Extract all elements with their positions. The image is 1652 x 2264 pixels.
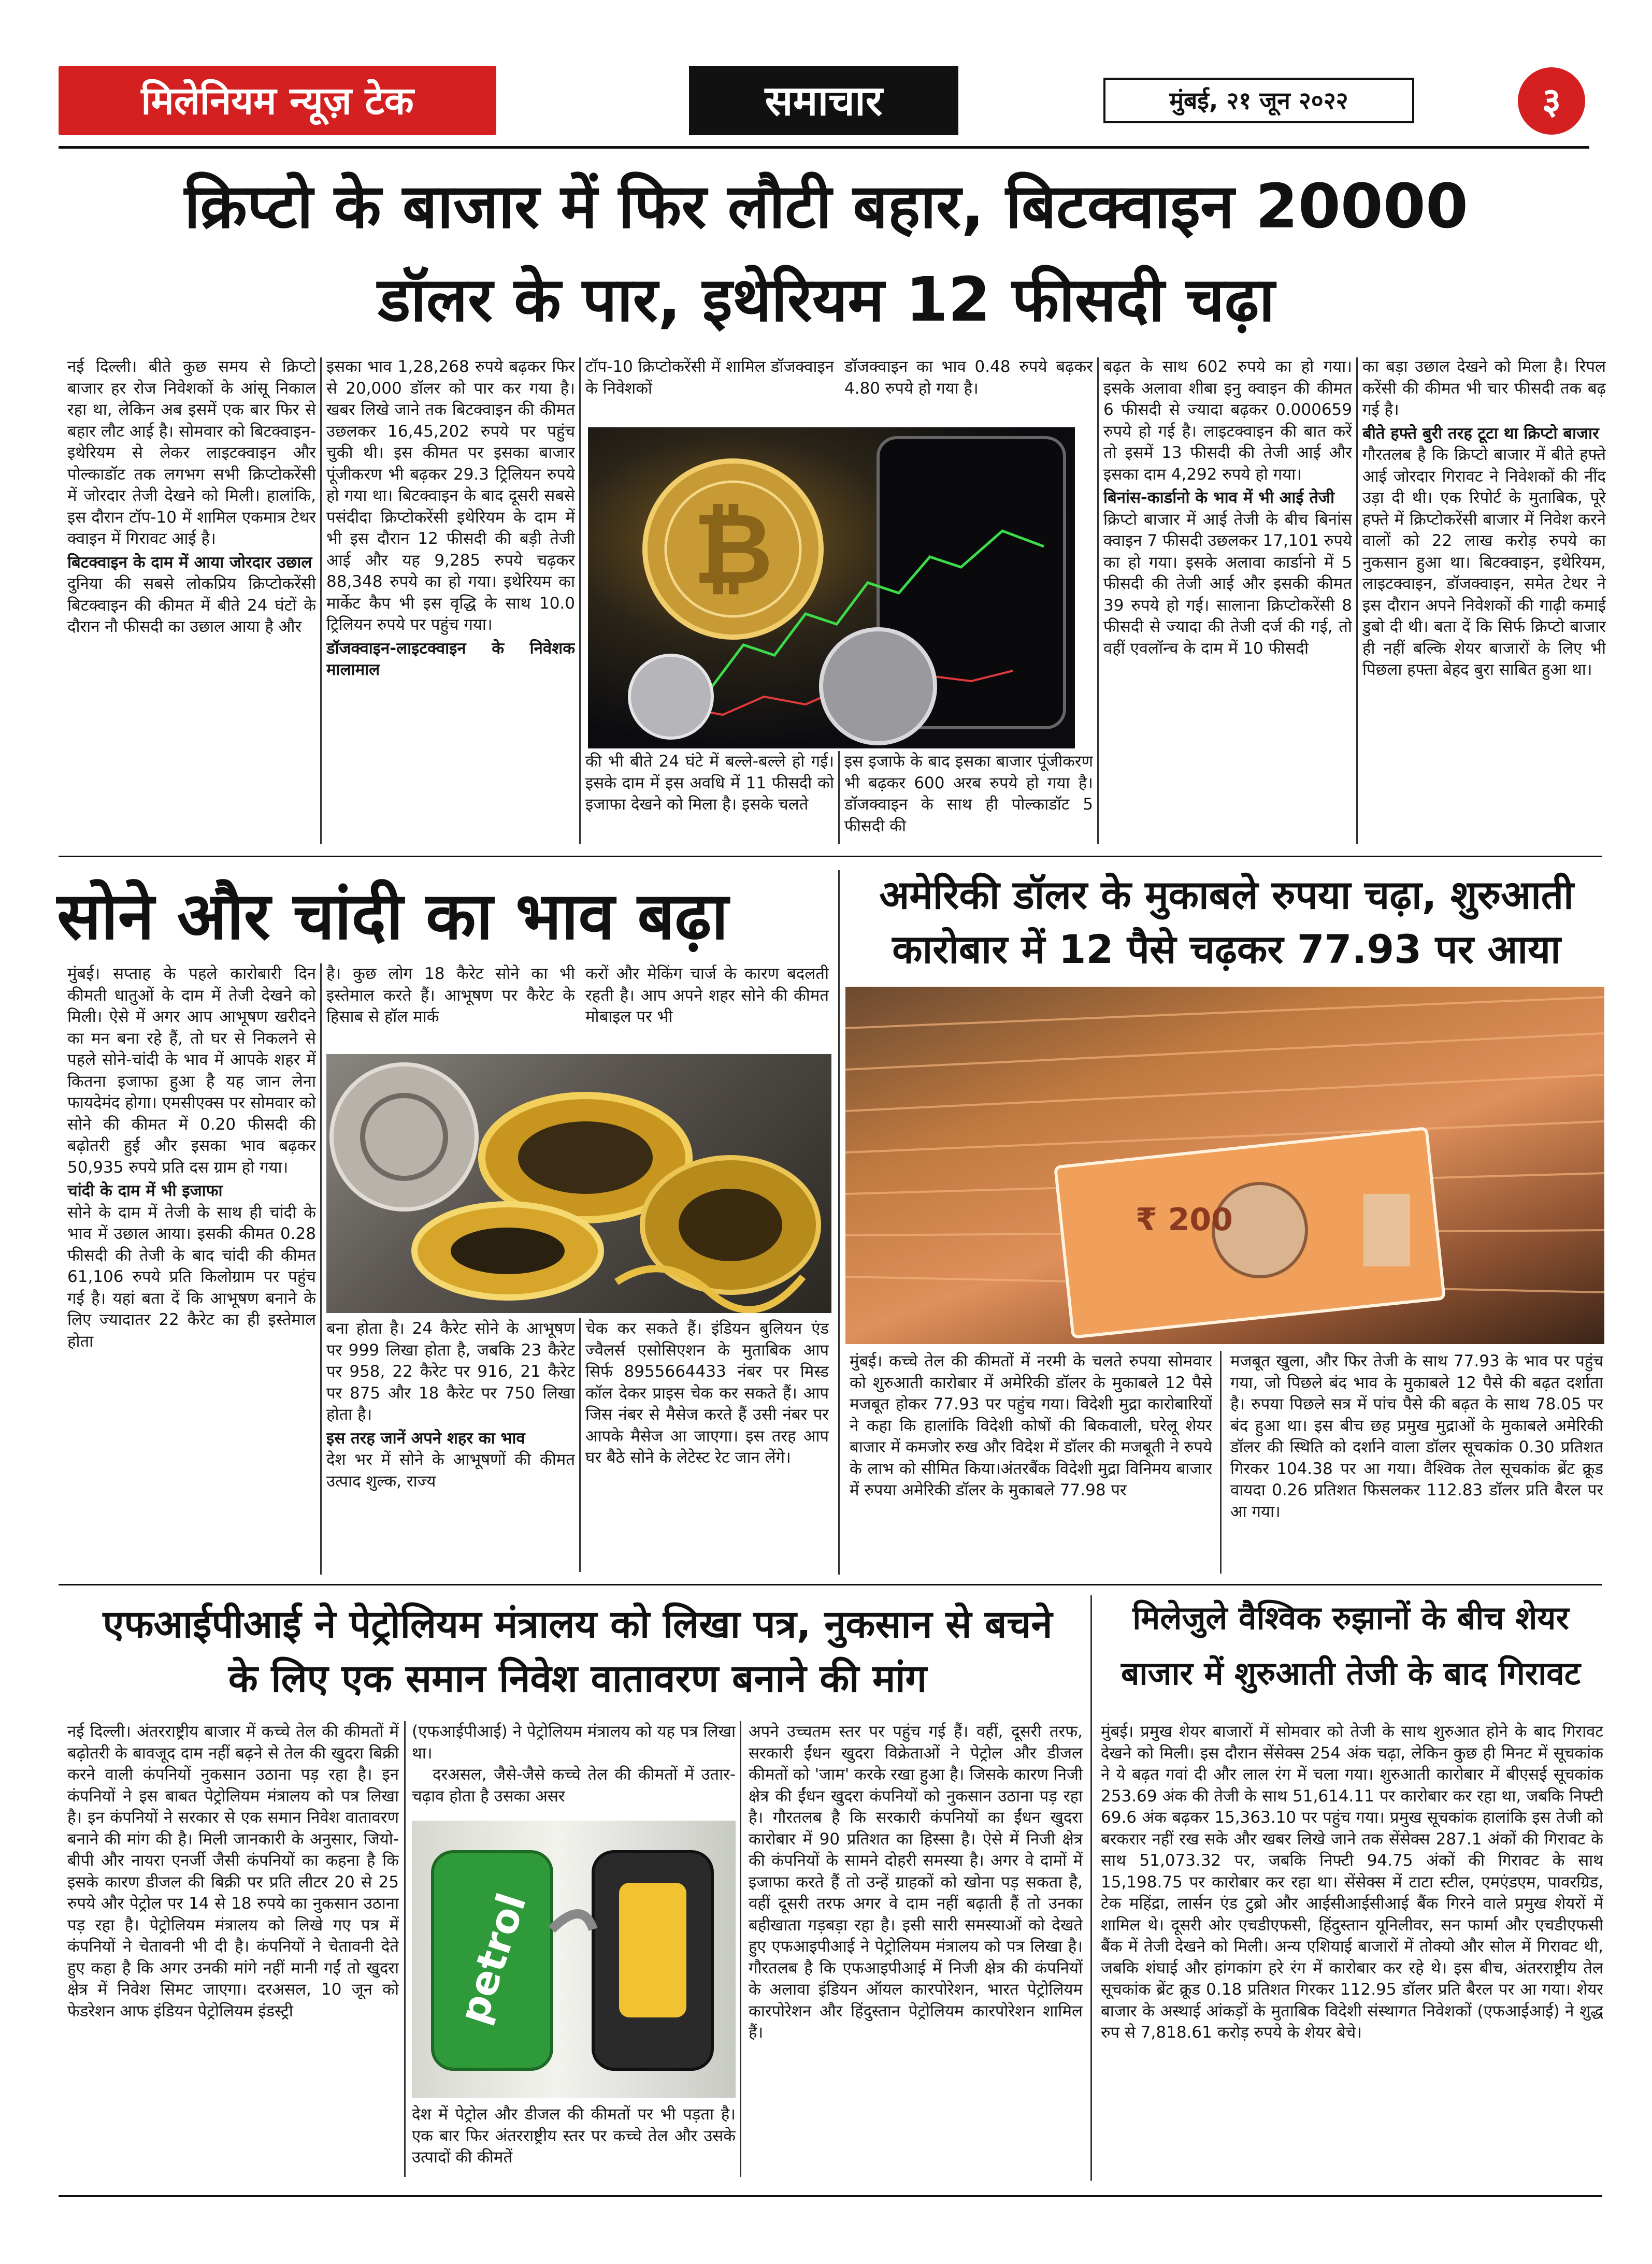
crypto-col5-subhead: बिनांस-कार्डानो के भाव में भी आई तेजी (1103, 488, 1335, 507)
column-divider (838, 751, 840, 844)
fipi-col2-para2: दरअसल, जैसे-जैसे कच्चे तेल की कीमतों में उतार-चढ़ाव होता है उसका असर (412, 1765, 736, 1806)
fipi-headline-line2: के लिए एक समान निवेश वातावरण बनाने की मांग (228, 1656, 927, 1701)
crypto-headline-line1: क्रिप्टो के बाजार में फिर लौटी बहार, बिटक्वाइन 20000 (184, 170, 1469, 242)
section-rule (59, 1584, 1602, 1585)
crypto-illustration (588, 427, 1075, 748)
footer-rule (59, 2195, 1602, 2197)
fipi-column-2 (412, 1721, 736, 1814)
crypto-col1-para1: नई दिल्ली। बीते कुछ समय से क्रिप्टो बाजार हर रोज निवेशकों के आंसू निकाल रहा था, लेकिन अब इसमें एक बार फिर से बहार लौट आई है। सोमवार को बिटक्वाइन-इथेरियम से लेकर लाइटक्वाइन और पोल्काडॉट तक लगभग सभी क्रिप्टोकरेंसी में जोरदार तेजी देखने को मिली। हालांकि, इस दौरान टॉप-10 में शामिल एकमात्र टेथर क्वाइन में गिरावट आई है। (67, 357, 316, 548)
petrol-pump-photo (412, 1821, 736, 2098)
gold-column-3-bottom: चेक कर सकते हैं। इंडियन बुलियन एंड ज्वैलर्स एसोसिएशन के मुताबिक आप सिर्फ 8955664433 नंबर पर मिस्ड कॉल देकर प्राइस चेक कर सकते हैं। आप जिस नंबर से मैसेज करते हैं उसी नंबर पर आपके मैसेज आ जाएगा। इस तरह आप घर बैठे सोने के लेटेस्ट रेट जान लेंगे। (585, 1319, 829, 1467)
column-divider (838, 870, 840, 1575)
dateline-text: मुंबई, २१ जून २०२२ (1169, 86, 1348, 114)
crypto-column-3-top: टॉप-10 क्रिप्टोकरेंसी में शामिल डॉजक्वाइन के निवेशकों (585, 357, 834, 398)
pump-label: petrol (450, 1887, 535, 2029)
gold-col1-para1: मुंबई। सप्ताह के पहले कारोबारी दिन कीमती धातुओं के दाम में तेजी देखने को मिली। ऐसे में अगर आप आभूषण खरीदने का मन बना रहे हैं, तो घर से निकलने से पहले सोने-चांदी के भाव में आपके शहर में कितना इजाफा हुआ है यह जान लेना फायदेमंद होगा। एमसीएक्स पर सोमवार को सोने की कीमत में 0.20 फीसदी की बढ़ोतरी हुई और इसका भाव बढ़कर 50,935 रुपये प्रति दस ग्राम हो गया। (67, 964, 316, 1177)
gold-headline: सोने और चांदी का भाव बढ़ा (57, 878, 728, 954)
column-divider (320, 357, 322, 844)
crypto-col5-para2: क्रिप्टो बाजार में आई तेजी के बीच बिनांस क्वाइन 7 फीसदी उछलकर 17,101 रुपये का हो गया। इसके अलावा कार्डानो में 5 फीसदी की तेजी आई और इसकी कीमत 39 रुपये हो गई। सालाना क्रिप्टोकरेंसी 8 फीसदी से ज्यादा की तेजी दर्ज की गई, तो वहीं एवलॉन्च के दाम में 10 फीसदी (1103, 510, 1352, 658)
gold-column-3-top: करों और मेकिंग चार्ज के कारण बदलती रहती है। आप अपने शहर सोने की कीमत मोबाइल पर भी (585, 964, 829, 1026)
column-divider (740, 1721, 741, 2177)
section-rule (59, 856, 1602, 857)
column-divider (579, 1318, 581, 1572)
rupee-column-2: मजबूत खुला, और फिर तेजी के साथ 77.93 के भाव पर पहुंच गया, जो पिछले बंद भाव के मुकाबले 12 पैसे की बढ़त दर्शाता है। रुपया पिछले सत्र में पांच पैसे की बढ़त के साथ 78.05 पर बंद हुआ था। इस बीच छह प्रमुख मुद्राओं के मुकाबले अमेरिकी डॉलर की स्थिति को दर्शाने वाला डॉलर सूचकांक 0.30 प्रतिशत गिरकर 104.38 पर आ गया। वैश्विक तेल सूचकांक ब्रेंट क्रूड वायदा 0.26 प्रतिशत फिसलकर 112.83 डॉलर प्रति बैरल पर आ गया। (1230, 1352, 1603, 1521)
gold-column-2-bottom (326, 1318, 575, 1577)
fipi-column-3: अपने उच्चतम स्तर पर पहुंच गई हैं। वहीं, दूसरी तरफ, सरकारी ईंधन खुदरा विक्रेताओं ने पेट्रोल और डीजल कीमतों को 'जाम' करके रखा हुआ है। जिसके कारण निजी क्षेत्र की ईंधन खुदरा कंपनियों को नुकसान उठाना पड़ रहा है। गौरतलब है कि सरकारी कंपनियों का ईंधन खुदरा कारोबार में 90 प्रतिशत का हिस्सा है। ऐसे में निजी क्षेत्र की कंपनियों के सामने दोहरी समस्या है। अगर वे दामों में इजाफा करते हैं तो उन्हें ग्राहकों को खोना पड़ सकता है, वहीं दूसरी तरफ अगर वे दाम नहीं बढ़ाती हैं तो उनका बहीखाता गड़बड़ा रहा है। इसी सारी समस्याओं को देखते हुए एफआइपीआई ने पेट्रोलियम मंत्रालय को पत्र लिखा है। गौरतलब है कि एफआइपीआई में निजी क्षेत्र की कंपनियों के अलावा इंडियन ऑयल कारपोरेशन, भारत पेट्रोलियम कारपोरेशन और हिंदुस्तान पेट्रोलियम कारपोरेशन शामिल हैं। (749, 1722, 1083, 2042)
crypto-headline-line2: डॉलर के पार, इथेरियम 12 फीसदी चढ़ा (378, 264, 1275, 335)
crypto-column-2 (326, 356, 575, 848)
gold-column-1 (67, 963, 316, 1580)
fipi-column-2-bottom: देश में पेट्रोल और डीजल की कीमतों पर भी पड़ता है। एक बार फिर अंतरराष्ट्रीय स्तर पर कच्चे तेल और उसके उत्पादों की कीमतें (412, 2105, 736, 2167)
rupee-headline-line1: अमेरिकी डॉलर के मुकाबले रुपया चढ़ा, शुरुआती (879, 872, 1574, 918)
crypto-col1-para2: दुनिया की सबसे लोकप्रिय क्रिप्टोकरेंसी बिटक्वाइन की कीमत में बीते 24 घंटों के दौरान नौ फीसदी का उछाल आया है और (67, 574, 316, 636)
gold-column-2-top: है। कुछ लोग 18 कैरेट सोने का भी इस्तेमाल करते हैं। आभूषण पर कैरेट के हिसाब से हॉल मार्क (326, 964, 575, 1026)
crypto-column-1 (67, 356, 316, 848)
market-column: मुंबई। प्रमुख शेयर बाजारों में सोमवार को तेजी के साथ शुरुआत होने के बाद गिरावट देखने को मिली। इस दौरान सेंसेक्स 254 अंक चढ़ा, लेकिन कुछ ही मिनट में सूचकांक ने ये बढ़त गवां दी और लाल रंग में चला गया। शुरुआती कारोबार में बीएसई सूचकांक 253.69 अंक की तेजी के साथ 51,614.11 पर कारोबार कर रहा था, जबकि निफ्टी 69.6 अंक बढ़कर 15,363.10 पर पहुंच गया। प्रमुख सूचकांक हालांकि इस तेजी को बरकरार नहीं रख सके और खबर लिखे जाने तक सेंसेक्स 287.1 अंकों की गिरावट के साथ 51,073.32 पर, जबकि निफ्टी 94.75 अंकों की गिरावट के साथ 15,198.75 पर कारोबार कर रहा था। सेंसेक्स में टाटा स्टील, एमएंडएम, पावरग्रिड, टेक महिंद्रा, लार्सन एंड टुब्रो और आईसीआईसीआई बैंक गिरने वाले प्रमुख शेयरों में शामिल थे। दूसरी ओर एचडीएफसी, हिंदुस्तान यूनिलीवर, सन फार्मा और एचडीएफसी बैंक में तेजी देखने को मिली। अन्य एशियाई बाजारों में तोक्यो और सोल में गिरावट थी, जबकि शंघाई और हांगकांग हरे रंग में कारोबार कर रहे थे। इस बीच, अंतरराष्ट्रीय तेल सूचकांक ब्रेंट क्रूड 0.18 प्रतिशत गिरकर 112.95 डॉलर प्रति बैरल पर आ गया। शेयर बाजार के अस्थाई आंकड़ों के मुताबिक विदेशी संस्थागत निवेशकों (एफआईआई) ने शुद्ध रुप से 7,818.61 करोड़ रुपये के शेयर बेचे। (1101, 1722, 1603, 2042)
fipi-col2-para1: (एफआईपीआई) ने पेट्रोलियम मंत्रालय को यह पत्र लिखा था। (412, 1722, 736, 1763)
crypto-col6-para1: का बड़ा उछाल देखने को मिला है। रिपल करेंसी की कीमत भी चार फीसदी तक बढ़ गई है। (1362, 357, 1606, 419)
rupee-column-1: मुंबई। कच्चे तेल की कीमतों में नरमी के चलते रुपया सोमवार को शुरुआती कारोबार में अमेरिकी डॉलर के मुकाबले 12 पैसे मजबूत होकर 77.93 पर पहुंच गया। विदेशी मुद्रा कारोबारियों ने कहा कि हालांकि विदेशी कोषों की बिकवाली, घरेलू शेयर बाजार में कमजोर रुख और विदेश में डॉलर की मजबूती ने रुपये के लाभ को सीमित किया।अंतरबैंक विदेशी मुद्रा विनिमय बाजार में रुपया अमेरिकी डॉलर के मुकाबले 77.98 पर (850, 1352, 1212, 1499)
masthead-rule (59, 146, 1589, 149)
currency-illustration (845, 987, 1604, 1344)
crypto-col6-subhead: बीते हफ्ते बुरी तरह टूटा था क्रिप्टो बाजार (1362, 424, 1599, 443)
column-divider (1090, 1595, 1092, 2181)
crypto-col2-para1: इसका भाव 1,28,268 रुपये बढ़कर फिर से 20,000 डॉलर को पार कर गया है। खबर लिखे जाने तक बिटक्वाइन की कीमत उछलकर 16,45,202 रुपये पर पहुंच चुकी थी। इस कीमत पर इसका बाजार पूंजीकरण भी बढ़कर 29.3 ट्रिलियन रुपये हो गया था। बिटक्वाइन के बाद दूसरी सबसे पसंदीदा क्रिप्टोकरेंसी इथेरियम के दाम में भी इस दौरान 12 फीसदी की बड़ी तेजी आई और यह 9,285 रुपये चढ़कर 88,348 रुपये का हो गया। इथेरियम का मार्केट कैप भी इस वृद्धि के साथ 10.0 ट्रिलियन रुपये पर पहुंच गया। (326, 357, 575, 634)
crypto-col6-para2: गौरतलब है कि क्रिप्टो बाजार में बीते हफ्ते आई जोरदार गिरावट ने निवेशकों की नींद उड़ा दी थी। एक रिपोर्ट के मुताबिक, पूरे हफ्ते में क्रिप्टोकरेंसी बाजार में निवेश करने वालों को 22 लाख करोड़ रुपये का नुकसान हुआ था। बिटक्वाइन, इथेरियम, लाइटक्वाइन, डॉजक्वाइन, समेत टेथर ने इस दौरान अपने निवेशकों की गाढ़ी कमाई डुबो दी थी। बता दें कि सिर्फ क्रिप्टो बाजार ही नहीं बल्कि शेयर बाजारों के लिए भी पिछला हफ्ता बेहद बुरा साबित हुआ था। (1362, 445, 1606, 679)
column-divider (579, 357, 581, 844)
section-title: समाचार (765, 77, 883, 125)
crypto-column-6 (1362, 356, 1606, 848)
fipi-headline-line1: एफआईपीआई ने पेट्रोलियम मंत्रालय को लिखा पत्र, नुकसान से बचने (103, 1602, 1053, 1647)
page-number: ३ (1542, 80, 1561, 122)
column-divider (1097, 357, 1099, 844)
crypto-column-4-top: डॉजक्वाइन का भाव 0.48 रुपये बढ़कर 4.80 रुपये हो गया है। (844, 357, 1093, 398)
column-divider (320, 963, 322, 1575)
masthead-brand-text: मिलेनियम न्यूज़ टेक (141, 79, 414, 123)
svg-text:₹ 200: ₹ 200 (1136, 1202, 1233, 1238)
gold-col1-para2: सोने के दाम में तेजी के साथ ही चांदी के भाव में उछाल आया। इसकी कीमत 0.28 फीसदी की तेजी के बाद चांदी की कीमत 61,106 रुपये प्रति किलोग्राम पर पहुंच गई है। यहां बता दें कि आभूषण बनाने के लिए ज्यादातर 22 कैरेट का ही इस्तेमाल होता (67, 1203, 316, 1351)
crypto-col1-subhead: बिटक्वाइन के दाम में आया जोरदार उछाल (67, 553, 312, 572)
column-divider (1220, 1351, 1222, 1574)
market-headline-line2: बाजार में शुरुआती तेजी के बाद गिरावट (1121, 1654, 1581, 1692)
market-headline-line1: मिलेजुले वैश्विक रुझानों के बीच शेयर (1132, 1599, 1569, 1637)
column-divider (1356, 357, 1358, 844)
column-divider (404, 1721, 406, 2177)
currency-notes-photo (845, 987, 1604, 1344)
fipi-column-1: नई दिल्ली। अंतरराष्ट्रीय बाजार में कच्चे तेल की कीमतों में बढ़ोतरी के बावजूद दाम नहीं बढ़ने से तेल की खुदरा बिक्री करने वाली कंपनियों नुकसान उठाना पड़ रहा है। इन कंपनियों ने इस बाबत पेट्रोलियम मंत्रालय को पत्र लिखा है। इन कंपनियों ने सरकार से एक समान निवेश वातावरण बनाने की मांग की है। मिली जानकारी के अनुसार, जियो-बीपी और नायरा एनर्जी जैसी कंपनियों का कहना है कि इसके कारण डीजल की बिक्री पर प्रति लीटर 20 से 25 रुपये और पेट्रोल पर 14 से 18 रुपये का नुकसान उठाना पड़ रहा है। पेट्रोलियम मंत्रालय को लिखे गए पत्र में कंपनियों ने चेतावनी भी दी है। कंपनियों ने चेतावनी देते हुए कहा है कि अगर उनकी मांगे नहीं मानी गईं तो खुदरा क्षेत्र में निवेश सिमट जाएगा। दरअसल, 10 जून को फेडरेशन आफ इंडियन पेट्रोलियम इंडस्ट्री (67, 1722, 399, 2021)
rupee-headline-line2: कारोबार में 12 पैसे चढ़कर 77.93 पर आया (892, 926, 1561, 972)
gold-jewellery-photo (326, 1054, 831, 1313)
crypto-col2-subhead: डॉजक्वाइन-लाइटक्वाइन के निवेशक मालामाल (326, 639, 575, 679)
crypto-column-5 (1103, 356, 1352, 848)
gold-col2-para1: बना होता है। 24 कैरेट सोने के आभूषण पर 999 लिखा होता है, जबकि 23 कैरेट पर 958, 22 कैरेट पर 916, 21 कैरेट पर 875 और 18 कैरेट पर 750 लिखा होता है। (326, 1319, 575, 1424)
crypto-column-3-bottom: की भी बीते 24 घंटे में बल्ले-बल्ले हो गई। इसके दाम में इस अवधि में 11 फीसदी को इजाफा देखने को मिला है। इसके चलते (585, 752, 834, 814)
gold-col1-subhead: चांदी के दाम में भी इजाफा (67, 1181, 223, 1200)
jewellery-illustration (326, 1054, 831, 1313)
crypto-column-4-bottom: इस इजाफे के बाद इसका बाजार पूंजीकरण भी बढ़कर 600 अरब रुपये हो गया है। डॉजक्वाइन के साथ ही पोल्काडॉट 5 फीसदी की (844, 752, 1093, 835)
gold-col2-subhead: इस तरह जानें अपने शहर का भाव (326, 1429, 525, 1448)
crypto-col5-para1: बढ़त के साथ 602 रुपये का हो गया। इसके अलावा शीबा इनु क्वाइन की कीमत 6 फीसदी से ज्यादा बढ़कर 0.000659 रुपये हो गई है। लाइटक्वाइन की बात करें तो इसमें 13 फीसदी की तेजी आई और इसका दाम 4,292 रुपये हो गया। (1103, 357, 1352, 484)
svg-text:₿: ₿ (693, 492, 773, 606)
gold-col2-para2: देश भर में सोने के आभूषणों की कीमत उत्पाद शुल्क, राज्य (326, 1450, 575, 1491)
crypto-coins-photo (588, 427, 1075, 748)
